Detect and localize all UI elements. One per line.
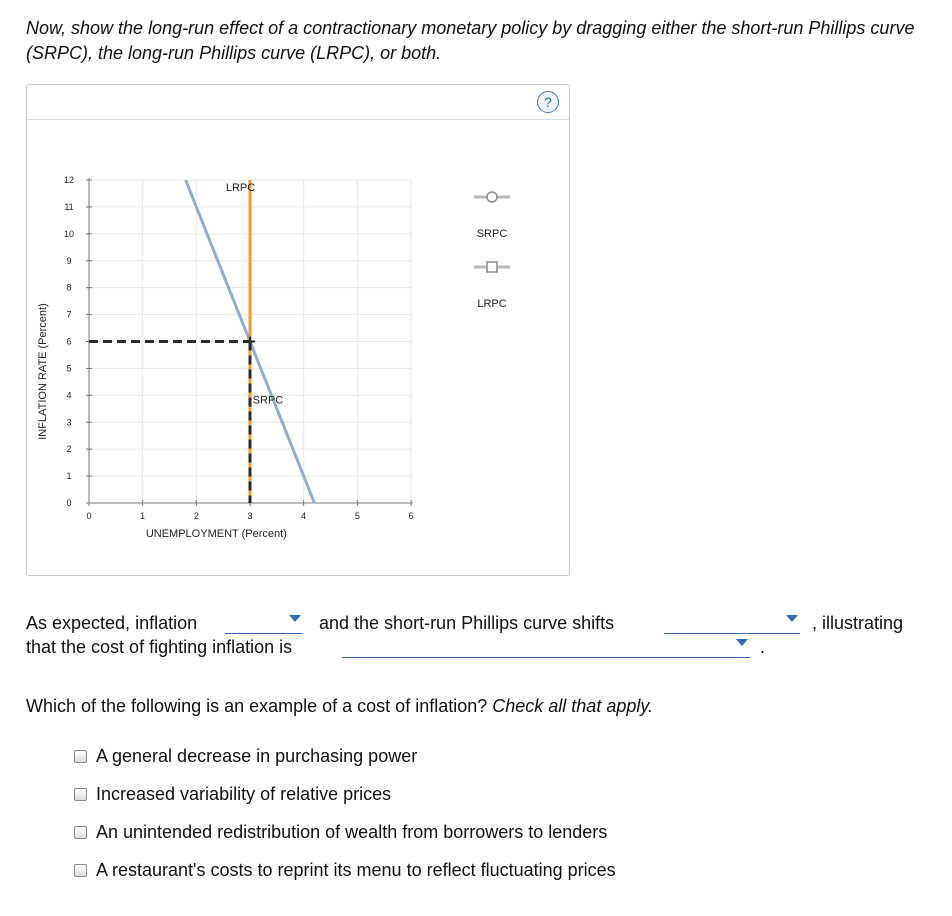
lrpc-legend-label: LRPC [477,298,507,310]
sentence-part-2: and the short-run Phillips curve shifts [319,613,615,633]
sentence-part-3: , illustrating [812,613,904,633]
x-axis-title: UNEMPLOYMENT (Percent) [145,528,287,540]
question-2 [26,696,653,717]
sentence-part-1: As expected, inflation [26,613,198,633]
y-tick-label: 4 [66,390,72,401]
y-tick-label: 8 [66,282,72,293]
y-tick-label: 7 [66,309,72,320]
x-tick-label: 3 [247,511,253,521]
option-label: A general decrease in purchasing power [96,745,418,766]
y-tick-label: 9 [66,255,72,266]
option-relative-prices[interactable] [74,782,391,806]
x-tick-label: 4 [301,511,307,521]
srpc-legend-label: SRPC [476,228,508,240]
x-tick-label: 5 [354,511,360,521]
checkbox[interactable] [74,864,87,877]
help-button[interactable]: ? [537,91,559,113]
instructions-text: Now, show the long-run effect of a contractionary monetary policy by dragging either the short-run Phillips curve (SRPC), the long-run Phillips curve (LRPC), or both. [26,18,915,63]
y-tick-label: 11 [64,201,74,212]
circle-handle-icon [487,192,497,202]
sentence-part-4: that the cost of fighting inflation is [26,637,293,657]
checkbox[interactable] [74,788,87,801]
option-purchasing-power[interactable] [74,744,417,768]
chevron-down-icon [786,615,798,622]
x-tick-label: 0 [86,511,92,521]
lrpc-curve-label: LRPC [225,181,256,194]
y-axis-title: INFLATION RATE (Percent) [37,303,49,440]
x-tick-label: 6 [408,511,414,521]
option-label: Increased variability of relative prices [96,783,392,804]
sentence-part-5: . [760,637,766,657]
checkbox[interactable] [74,826,87,839]
option-label: An unintended redistribution of wealth from borrowers to lenders [96,821,608,842]
x-tick-label: 2 [193,511,199,521]
y-tick-label: 6 [66,336,72,347]
srpc-curve-label: SRPC [252,394,284,407]
y-tick-label: 1 [66,471,72,482]
chevron-down-icon [289,615,301,622]
y-tick-label: 3 [66,417,72,428]
phillips-curve-graph[interactable] [27,85,569,575]
question-2-text: Which of the following is an example of a cost of inflation? [26,696,488,716]
inflation-change-dropdown[interactable] [225,611,303,634]
y-tick-label: 0 [66,498,72,508]
option-label: A restaurant's costs to reprint its menu to reflect fluctuating prices [96,859,616,880]
square-handle-icon [487,262,497,272]
y-tick-label: 10 [63,228,75,239]
cost-dropdown[interactable] [342,635,750,658]
checkbox[interactable] [74,750,87,763]
y-tick-label: 5 [66,363,72,374]
chevron-down-icon [736,639,748,646]
graph-panel [26,84,570,576]
x-tick-label: 1 [140,511,146,521]
option-menu-costs[interactable] [74,858,616,882]
y-tick-label: 12 [63,175,75,185]
srpc-shift-dropdown[interactable] [664,611,800,634]
option-wealth-redistribution[interactable] [74,820,607,844]
y-tick-label: 2 [66,444,72,455]
question-2-hint: Check all that apply. [492,696,654,716]
